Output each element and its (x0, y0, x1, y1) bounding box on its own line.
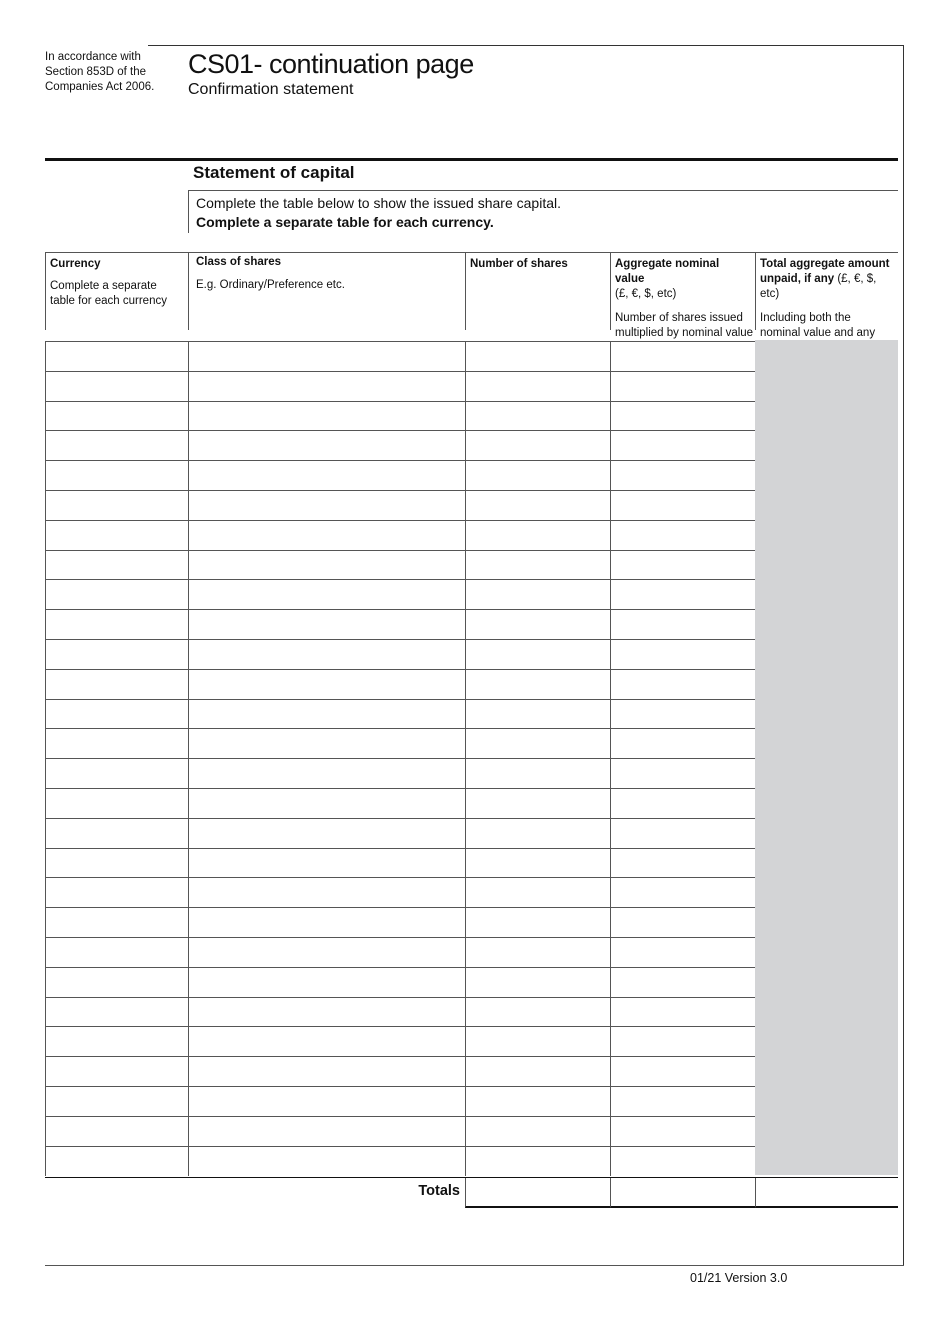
section-subdivider (188, 190, 898, 191)
number-of-shares-field[interactable] (465, 848, 610, 878)
currency-field[interactable] (45, 460, 188, 490)
currency-field[interactable] (45, 490, 188, 520)
instruction-bold-text: Complete a separate table for each currency. (196, 214, 494, 230)
aggregate-nominal-value-field[interactable] (610, 937, 755, 967)
aggregate-nominal-value-field[interactable] (610, 520, 755, 550)
aggregate-nominal-value-field[interactable] (610, 848, 755, 878)
currency-field[interactable] (45, 430, 188, 460)
number-of-shares-field[interactable] (465, 937, 610, 967)
number-of-shares-field[interactable] (465, 430, 610, 460)
number-of-shares-field[interactable] (465, 401, 610, 431)
total-number-of-shares-field[interactable] (465, 1178, 610, 1208)
class-of-shares-field[interactable] (188, 669, 465, 699)
number-of-shares-field[interactable] (465, 728, 610, 758)
header-class-of-shares: Class of shares E.g. Ordinary/Preference etc. (188, 252, 465, 330)
aggregate-nominal-value-field[interactable] (610, 877, 755, 907)
aggregate-nominal-value-field[interactable] (610, 1026, 755, 1056)
number-of-shares-field[interactable] (465, 699, 610, 729)
number-of-shares-field[interactable] (465, 1146, 610, 1176)
form-right-border (903, 45, 904, 1265)
number-of-shares-field[interactable] (465, 818, 610, 848)
currency-field[interactable] (45, 1116, 188, 1146)
currency-field[interactable] (45, 848, 188, 878)
currency-field[interactable] (45, 788, 188, 818)
aggregate-nominal-value-field[interactable] (610, 579, 755, 609)
currency-field[interactable] (45, 877, 188, 907)
number-of-shares-field[interactable] (465, 669, 610, 699)
aggregate-nominal-value-field[interactable] (610, 490, 755, 520)
number-of-shares-field[interactable] (465, 639, 610, 669)
aggregate-nominal-value-field[interactable] (610, 1146, 755, 1176)
form-title: CS01- continuation page (188, 49, 474, 79)
version-footer: 01/21 Version 3.0 (690, 1271, 788, 1285)
legal-note-line: Companies Act 2006. (45, 81, 155, 93)
aggregate-nominal-value-field[interactable] (610, 460, 755, 490)
unpaid-shaded-column (755, 340, 898, 1175)
class-of-shares-field[interactable] (188, 818, 465, 848)
form-bottom-border (45, 1265, 904, 1266)
aggregate-nominal-value-field[interactable] (610, 430, 755, 460)
currency-field[interactable] (45, 341, 188, 371)
currency-field[interactable] (45, 371, 188, 401)
class-of-shares-field[interactable] (188, 550, 465, 580)
class-of-shares-field[interactable] (188, 1056, 465, 1086)
aggregate-nominal-value-field[interactable] (610, 669, 755, 699)
class-of-shares-field[interactable] (188, 1146, 465, 1176)
currency-field[interactable] (45, 1146, 188, 1176)
number-of-shares-field[interactable] (465, 758, 610, 788)
class-of-shares-field[interactable] (188, 639, 465, 669)
currency-field[interactable] (45, 639, 188, 669)
class-of-shares-field[interactable] (188, 609, 465, 639)
class-of-shares-field[interactable] (188, 967, 465, 997)
aggregate-nominal-value-field[interactable] (610, 699, 755, 729)
currency-field[interactable] (45, 520, 188, 550)
currency-field[interactable] (45, 1086, 188, 1116)
aggregate-nominal-value-field[interactable] (610, 1086, 755, 1116)
class-of-shares-field[interactable] (188, 520, 465, 550)
header-aggregate-nominal-value: Aggregate nominal value (£, €, $, etc) Number of shares issued multiplied by nominal value (610, 252, 755, 330)
currency-field[interactable] (45, 907, 188, 937)
aggregate-nominal-value-field[interactable] (610, 967, 755, 997)
class-of-shares-field[interactable] (188, 460, 465, 490)
total-unpaid-field[interactable] (755, 1178, 898, 1208)
instruction-text: Complete the table below to show the issued share capital. (196, 195, 561, 211)
class-of-shares-field[interactable] (188, 371, 465, 401)
aggregate-nominal-value-field[interactable] (610, 728, 755, 758)
aggregate-nominal-value-field[interactable] (610, 639, 755, 669)
totals-label: Totals (418, 1183, 460, 1199)
number-of-shares-field[interactable] (465, 460, 610, 490)
header-number-of-shares: Number of shares (465, 252, 610, 330)
aggregate-nominal-value-field[interactable] (610, 371, 755, 401)
currency-field[interactable] (45, 550, 188, 580)
class-of-shares-field[interactable] (188, 1116, 465, 1146)
section-divider (45, 158, 898, 161)
class-of-shares-field[interactable] (188, 848, 465, 878)
legal-note-line: In accordance with (45, 51, 141, 63)
legal-note (45, 50, 185, 95)
number-of-shares-field[interactable] (465, 609, 610, 639)
number-of-shares-field[interactable] (465, 1116, 610, 1146)
aggregate-nominal-value-field[interactable] (610, 818, 755, 848)
currency-field[interactable] (45, 1056, 188, 1086)
class-of-shares-field[interactable] (188, 490, 465, 520)
aggregate-nominal-value-field[interactable] (610, 609, 755, 639)
currency-field[interactable] (45, 1026, 188, 1056)
number-of-shares-field[interactable] (465, 997, 610, 1027)
number-of-shares-field[interactable] (465, 550, 610, 580)
aggregate-nominal-value-field[interactable] (610, 550, 755, 580)
aggregate-nominal-value-field[interactable] (610, 1056, 755, 1086)
aggregate-nominal-value-field[interactable] (610, 401, 755, 431)
number-of-shares-field[interactable] (465, 341, 610, 371)
currency-field[interactable] (45, 997, 188, 1027)
aggregate-nominal-value-field[interactable] (610, 1116, 755, 1146)
aggregate-nominal-value-field[interactable] (610, 788, 755, 818)
currency-field[interactable] (45, 728, 188, 758)
aggregate-nominal-value-field[interactable] (610, 907, 755, 937)
aggregate-nominal-value-field[interactable] (610, 758, 755, 788)
class-of-shares-field[interactable] (188, 997, 465, 1027)
form-subtitle: Confirmation statement (188, 81, 354, 98)
number-of-shares-field[interactable] (465, 520, 610, 550)
class-of-shares-field[interactable] (188, 341, 465, 371)
section-title: Statement of capital (193, 163, 355, 182)
currency-field[interactable] (45, 401, 188, 431)
number-of-shares-field[interactable] (465, 579, 610, 609)
class-of-shares-field[interactable] (188, 430, 465, 460)
class-of-shares-field[interactable] (188, 401, 465, 431)
header-currency: Currency Complete a separate table for each currency (45, 252, 188, 330)
class-of-shares-field[interactable] (188, 758, 465, 788)
currency-field[interactable] (45, 967, 188, 997)
class-of-shares-field[interactable] (188, 699, 465, 729)
class-of-shares-field[interactable] (188, 788, 465, 818)
number-of-shares-field[interactable] (465, 788, 610, 818)
number-of-shares-field[interactable] (465, 371, 610, 401)
currency-field[interactable] (45, 669, 188, 699)
number-of-shares-field[interactable] (465, 1056, 610, 1086)
currency-field[interactable] (45, 579, 188, 609)
currency-field[interactable] (45, 609, 188, 639)
number-of-shares-field[interactable] (465, 877, 610, 907)
class-of-shares-field[interactable] (188, 728, 465, 758)
legal-note-line: Section 853D of the (45, 66, 147, 78)
currency-field[interactable] (45, 818, 188, 848)
aggregate-nominal-value-field[interactable] (610, 341, 755, 371)
number-of-shares-field[interactable] (465, 1086, 610, 1116)
number-of-shares-field[interactable] (465, 490, 610, 520)
total-aggregate-nominal-value-field[interactable] (610, 1178, 755, 1208)
number-of-shares-field[interactable] (465, 907, 610, 937)
currency-field[interactable] (45, 758, 188, 788)
class-of-shares-field[interactable] (188, 877, 465, 907)
header-total-unpaid: Total aggregate amount unpaid, if any (£, €, $, etc) Including both the nominal value and any (755, 252, 898, 330)
form-top-border (148, 45, 904, 46)
currency-field[interactable] (45, 937, 188, 967)
aggregate-nominal-value-field[interactable] (610, 997, 755, 1027)
class-of-shares-field[interactable] (188, 579, 465, 609)
number-of-shares-field[interactable] (465, 1026, 610, 1056)
class-of-shares-field[interactable] (188, 1086, 465, 1116)
instruction-bar (188, 191, 189, 233)
number-of-shares-field[interactable] (465, 967, 610, 997)
class-of-shares-field[interactable] (188, 1026, 465, 1056)
class-of-shares-field[interactable] (188, 937, 465, 967)
class-of-shares-field[interactable] (188, 907, 465, 937)
currency-field[interactable] (45, 699, 188, 729)
